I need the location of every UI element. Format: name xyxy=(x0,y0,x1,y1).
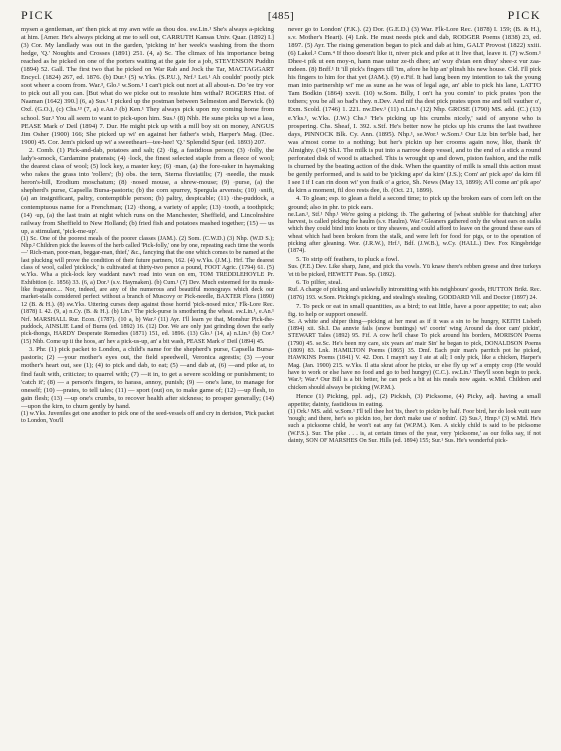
entry-paragraph: Sc. A white and shiper thing—picking at her meat as if it was a sin to be hungry, KEITH Lisbeth (1894) xii. Sh.I. Da annvie fails (snow buntings) wi' coorin' wing Around da door cam' pickin', STEWART Tales (1892) 95. Fif. A cow he'll chase To pick around his borders, MORISON Poems (1790) 45. se.Sc. He's been my care, six years an' mair Sin' he began to pick, DONALDSON Poems (1809) 83. Lnk. HAMILTON Poems (1865) 35. Dmf. Each puir man's parritch pot he picked, HAWKINS Poems (1841) V. 42. Don. I mayn't say I ate at all; I only pick, like a chicken, Harper's Mag. (Jan. 1900) 215. w.Yks. Il atta skrat afoor he picks, ur else fly up wi' a empty crop (He would have to work or else have no food and go to bed hungry) (C.C.). sw.Lin.¹ They'll soon begin to peck. War.³; War.⁴ Our Bill is a bit better, he can peck a bit at his meals now again. w.Mid. Children and chicken should always be picking (W.P.M.). xyxy=(288,318,541,391)
entry-paragraph: mysen a gentleman, an' then pick at my awn wife as thou dos. sw.Lin.¹ She's always a-picking at him. [Amer. He's always picking at me to sell out, CARRUTH Kansas Univ. Quar. (1892) I.] (3) Cor. My landlady was out in the garden, 'picking in' her week's washing from the thorn hedge, 'Q.' Noughts and Crosses (1891) 251. (4, a) Sc. The climax of his importance being reached as he picked on one of the porters waiting at the gate for a job, STEVENSON Puddin (1894) 52. Gall. The first two that he picked on War Rab and Jock the Tar, MACTAGGART Encycl. (1824) 267, ed. 1876. (b) Dur.¹ (5) w.Yks. (S.P.U.), Nrf.¹ Lei.¹ Ah couldn' pootly pick soot wheer a coom from. War.³, Glo.¹ w.Som.¹ I can't pick out nort at all about-n. Do 'ee try vor to pick out all you can. [But what do we pickе out to resolute him withal? ROGERS Hist. of Naaman (1642) 390.] (6, a) Sus.¹ I picked up the postman between Selmeston and Berwick. (b) Oxf. (G.O.), (c) Chs.¹³ (7, a) e.An.¹ (b) Ken.¹ They always pick upon my coming home from school. Sur.¹ You all seem to want to pick-upon him. Sus.¹ (8) Nhb. He sune picks up wi a lass, PEASE Mark o' Deil (1894) 7. Dur. He might pick up with a mill boy sit on money, ANGUS Jim Osher (1900) 166; She picked up wi' en against her father's wish, Harper's Mag. (Dec. 1900) 45. Cor. Jem's picked up wi' a sweetheart—tee-hee! 'Q.' Splendid Spur (ed. 1893) 207. xyxy=(21,26,274,146)
running-header xyxy=(21,8,541,22)
entry-paragraph: 3. Phr. (1) pick packet to London, a child's name for the shepherd's purse, Capsella Bursa-pastoris; (2) —your mother's eyes out, the field speedwell, Veronica agrestis; (3) —your mother's heart out, see (1); (4) to pick and dab, to eat; (5) —and dab at, (6) —and pike at, to find fault with, criticize; to quarrel with; (7) —it in, to get a severe scolding or punishment; to 'catch it'; (8) — a person's fingers, to harass, annoy, punish; (9) — one's lane, to manage for oneself; (10) —prates, to tell tales; (11) — sport (out) on, to make game of; (12) —up flesh, to gain flesh; (13) —up one's crumbs, to recover health after sickness; to prosper generally; (14) —upon the kirn, to churn gently by hand. xyxy=(21,346,274,410)
page-number: [485] xyxy=(267,10,295,22)
left-column xyxy=(21,26,274,741)
entry-paragraph: Sus. (F.E.) Dev. Like sharp, Jane, and pick tha vowls. Yü knaw there's rebben greese and dree turkeys 'et tü be picked, HEWETT Peas. Sp. (1892). xyxy=(288,264,541,278)
entry-paragraph: Ruf. A charge of picking and unlawfully intromitting with his neighbours' goods, HUTTON Brikt. Rec. (1876) 193. w.Som. Picking's picking, and stealing's stealing, GODDARD Vill. and Doctor (1897) 24. xyxy=(288,287,541,301)
entry-paragraph: (1) w.Yks. Juveniles get one another to pick one of the seed-vessels off and cry in derision, 'Pick packet to London, You'll xyxy=(21,410,274,425)
entry-paragraph: never go to London' (F.K.). (2) Dor. (G.E.D.) (3) War. Flk-Lore Rec. (1878) I. 159; (B. & H.), s.v. Mother's Heart). (4) Lnk. He must needs pick and dab, RODGER Poems (1838) 23, ed. 1897. (5) Ayr. The rising generation began to pick and dab at him, GALT Provost (1822) xxiii. (6) Lakel.² Cum.⁴ If thoo doesn't like it, niver pick and pike at it live that, leave it. (7) w.Som.¹ Dhee-t pik ut een moy-n, hann mae ustur ze-th dhee; an' wuy d'stan een dhuy' shee-z vur zaa-mdeen. (8) Bnff.¹ It 'ill pick's fingers till 'im, afore he hip an' plinsh his new house. Cld. I'll pick his fingers to him for that yet (JAM.). (9) e.Fif. It had lang been my intention to tak the young man into partnership wi' me as sune as he was of legal age, an' able to pick his lane, LATTO Tam Bodkin (1864) xxvii. (10) w.Som. Billy, I on't ha you comin' to pick prates 'pon the tothers; you be all so bad's they. n.Dev. And nif tha dest pick prates upon me and tell vauther o', Exm. Scold. (1746) 1. 221. nw.Dev.¹ (11) n.Lin.¹ (12) Nhp. GROSE (1790) MS. add. (C.) (13) e.Yks.¹, w.Yks. (J.W.) Chs.¹ 'He's picking up his crumbs nicely,' said of anyone who is prospering. Chs. Sheaf, I. 392. s.Stf. He's better now he picks up his crums the last twathree days, PINNOCK Blk. Cy. Ann. (1895). Nhp.¹, se.Wor.¹ w.Som.¹ Our Liz bin ter'ble bad, her was a'most come to a nothing; but her's pickin up her crooms again now, like, thank th' Almighty. (14) Sh.I. The milk is put into a narrow deep vessel, and to the end of a stick a round perforated disk of wood is attached. This is wrought up and down, piston fashion, and the milk is churned by the beating action of the disk. When the quantity of milk is small this action must be gently performed, and is said to be 'picking apo' da kirn' (J.S.); Com' an' pick apo' da kirn fil I see I if I can rin doon wi' yon fraik o' a grice, Sh. News (May 13, 1899); A'll come an' pik apo' da kirn a moment, fil doo rests dee, ib. (Oct. 21, 1899). xyxy=(288,26,541,194)
entry-paragraph: Hence (1) Picking, ppl. adj., (2) Pickish, (3) Picksome, (4) Picky, adj. having a small appetite; dainty, fastidious in eating. xyxy=(288,392,541,408)
entry-paragraph: 7. To peck or eat in small quantities, as a bird; to eat little, have a poor appetite; to eat; also fig. to help or support oneself. xyxy=(288,302,541,318)
entry-paragraph: 2. Comb. (1) Pick-and-dab, potatoes and salt; (2) ·fig, a fastidious person; (3) ·folly, the lady's-smock, Cardamine pratensis; (4) ·lock, the finest selected staple from a fleece of wool; the dearest class of wool; (5) lock key, a master key; (6) ·man, (a) the fore-raker in haymaking who rakes the grass into 'rollers'; (b) obs. the tern, Sterna fluviatilis; (7) ·needle, the musk heron's-bill, Erodium moschatum; (8) ·nosed mouse, a shrew-mouse; (9) ·purse, (a) the shepherd's purse, Capsella Bursa-pastoris; (b) the corn spurrey, Spergula arvensis; (10) ·snift, (a) an insignificant, paltry, contemptible person; (b) paltry, despicable; (11) ·the-puddock, a contemptuous name for a Frenchman; (12) ·thong, a variety of apple; (13) ·tooth, a toothpick; (14) ·up, (a) the last train at night which runs on the Manchester, Sheffield, and Lincolnshire railway from Sheffield to New Holland; (b) fried fish and potatoes mashed together; (15) — us up, a stimulant, 'pick-me-up'. xyxy=(21,147,274,235)
entry-paragraph: (1) Ork.¹ MS. add. w.Som.¹ I'll tell thee hot 'tis, thee't to pickin by half. Foor bird, her do look vuiit sure 'nough; and there, her's so pickin too, her don't make use o' nothin'. (2) Sus.², Hmp.¹ (3) w.Mid. He's such a picksome child, he won't eat any fat (W.P.M.). Ken. A sickly child is said to be picksome (W.F.S.). Sur. The pike . . . is, at certain times of the year, very 'picksome,' as our folks say, if not dainty, SON OF MARSHES On Sur. Hills (ed. 1894) 155; Sur.¹ Sus. He's wonderful pick- xyxy=(288,408,541,445)
entry-paragraph: 5. To strip off feathers, to pluck a fowl. xyxy=(296,256,400,264)
text-columns xyxy=(21,26,541,741)
header-left-word: PICK xyxy=(21,8,55,22)
entry-paragraph: (1) Sc. One of the poorest meals of the poorer classes (JAM.). (2) Som. (C.W.D.) (3) Nhp. (W.D S.); Nhp.² Children pick the leaves of the herb called 'Pick-folly,' one by one, repeating each time the words—' Rich-man, poor-man, beggar-man, thief,' &c., fancying that the one which comes to be named at the last plucking will prove the condition of their future partners, 162. (4) w.Yks. (J.M.). Hrf. The dearest class of wool, called 'picklock,' is cultivated at thirty-two pence a pound, FOOT Agric. (1794) 61. (5) w.Yks. Wha a pick-lock key waddant naw't road into wun on em, TOM TREDDLEHOYLE Pr. Exhibition (c. 1856) 33. (6, a) Dor.¹ (s.v. Haymaken). (b) Cum.¹ (7) Dev. Much esteemed for its musk-like fragrance.... Nor, indeed, are any of the numerous and beautiful monograys which deck our market-stalls considered perfect without a branch of Muscovy or Pick-needle, BAXTER Flora (1890) 12 (B. & H.). (8) sw.Yks. Uttering curses deep against those horrid 'pick-nosed mice,' Flk-Lore Rec. (1878) I. 42. (9, a) n.Cy. (B. & H.). (b) Lin.¹ The pick-purse is smothering the wheat. sw.Lin.¹, e.An.¹ Nrf. MARSHALL Rur. Econ. (1787). (10 a, b) War.² (11) Ayr. I'll learn ye that, Monshur Pick-the-puddock, AINSLIE Land of Burns (ed. 1892) 16. (12) Dor. We are only just grinding down the early pick-thongs, HARDY Desperate Remedies (1871) 151, ed. 1896. (13) Glo.¹ (14, a) n.Lin.¹ (b) Cor.³ (15) Nhb. Come up ii the hoos, an' hev a pick-us-up, an' a bit wash, PEASE Mark o' Deil (1894) 45. xyxy=(21,235,274,345)
entry-paragraph: 4. To glean; esp. to glean a field a second time; to pick up the broken ears of corn left on the ground; also in phr. to pick ears. xyxy=(288,195,541,211)
entry-paragraph: 6. To pilfer, steal. xyxy=(296,279,343,287)
right-column xyxy=(288,26,541,741)
entry-paragraph: ne.Lan.¹, Stf.¹ Nhp.¹ We're going a picking; ib. The gathering of [wheat stubble for thatching] after harvest, is called picking the haulm (s.v. Haulm). War.³ Gleaners gathered only the wheat ears on stalks which they could bind into knots or tiny sheaves, and could afford to leave on the ground these ears of wheat which had been broken from the stalk, and were left for food for pigs, or to the operation of picking after gleaning. Wor. (J.R.W.), Hrf.¹, Bdf. (J.W.B.), w.Cy. (HALL.) Dev. Fox Kingsbridge (1874). xyxy=(288,211,541,255)
header-right-word: PICK xyxy=(507,8,541,22)
